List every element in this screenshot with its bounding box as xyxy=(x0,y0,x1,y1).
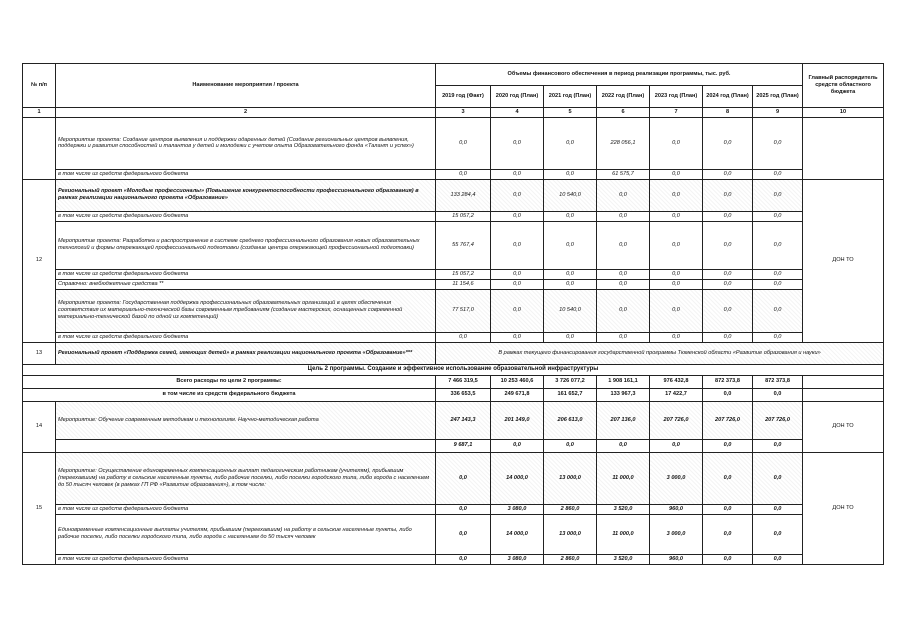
table-row xyxy=(23,179,884,211)
row-distributor: ДОН ТО xyxy=(803,401,884,452)
value-cell: 228 056,1 xyxy=(597,117,650,169)
header-year: 2025 год (План) xyxy=(753,86,803,108)
column-number: 10 xyxy=(803,108,884,118)
value-cell: 0,0 xyxy=(436,117,491,169)
value-cell: 0,0 xyxy=(703,332,753,342)
value-cell: 0,0 xyxy=(753,514,803,554)
row-description: в том числе из средств федерального бюджета xyxy=(56,169,436,179)
row-description: в том числе из средств федерального бюджета xyxy=(56,269,436,279)
total-value: 1 908 161,1 xyxy=(597,375,650,388)
value-cell: 0,0 xyxy=(491,279,544,289)
header-num: № п/п xyxy=(23,64,56,108)
total-value: 0,0 xyxy=(753,388,803,401)
total-empty xyxy=(803,375,884,388)
value-cell: 207 726,0 xyxy=(753,401,803,439)
header-year: 2019 год (Факт) xyxy=(436,86,491,108)
total-value: 161 652,7 xyxy=(544,388,597,401)
value-cell: 0,0 xyxy=(753,289,803,332)
total-value: 872 373,8 xyxy=(703,375,753,388)
total-row xyxy=(23,388,884,401)
table-row xyxy=(23,554,884,564)
value-cell: 0,0 xyxy=(753,211,803,221)
value-cell: 0,0 xyxy=(491,332,544,342)
total-value: 133 967,3 xyxy=(597,388,650,401)
value-cell: 0,0 xyxy=(436,514,491,554)
column-number: 8 xyxy=(703,108,753,118)
value-cell: 15 057,2 xyxy=(436,211,491,221)
value-cell: 3 520,0 xyxy=(597,504,650,514)
value-cell: 11 154,6 xyxy=(436,279,491,289)
value-cell: 13 000,0 xyxy=(544,452,597,504)
column-number: 3 xyxy=(436,108,491,118)
total-row xyxy=(23,375,884,388)
total-value: 7 466 319,5 xyxy=(436,375,491,388)
value-cell: 960,0 xyxy=(650,504,703,514)
row-description: в том числе из средств федерального бюджета xyxy=(56,211,436,221)
total-value: 249 671,8 xyxy=(491,388,544,401)
value-cell: 0,0 xyxy=(703,554,753,564)
value-cell: 0,0 xyxy=(703,452,753,504)
table-row xyxy=(23,289,884,332)
value-cell: 0,0 xyxy=(703,117,753,169)
row-description: Мероприятие: Осуществление единовременных компенсационных выплат педагогическим работникам (учителям), прибывшим (переехавшим) на работу в сельские населенные пункты, либо рабочие поселки, либо поселки городского типа, либо города с населением до 50 тысяч человек (в рамках ГП РФ «Развитие образования»), в том числе: xyxy=(56,452,436,504)
value-cell: 0,0 xyxy=(491,211,544,221)
value-cell: 0,0 xyxy=(703,439,753,452)
value-cell: 0,0 xyxy=(436,169,491,179)
total-label: в том числе из средств федерального бюджета xyxy=(23,388,436,401)
table-row xyxy=(23,211,884,221)
value-cell: 3 080,0 xyxy=(491,554,544,564)
value-cell: 0,0 xyxy=(436,332,491,342)
value-cell: 3 080,0 xyxy=(491,504,544,514)
total-empty xyxy=(803,388,884,401)
value-cell: 207 726,0 xyxy=(703,401,753,439)
row-description: Мероприятие: Обучение современным методикам и технологиям. Научно-методическая работа xyxy=(56,401,436,439)
value-cell: 0,0 xyxy=(436,452,491,504)
financing-table xyxy=(22,63,884,565)
table-row xyxy=(23,439,884,452)
value-cell: 0,0 xyxy=(703,504,753,514)
value-cell: 0,0 xyxy=(650,332,703,342)
total-value: 10 253 460,6 xyxy=(491,375,544,388)
row-description: Справочно: внебюджетные средства ** xyxy=(56,279,436,289)
value-cell: 2 860,0 xyxy=(544,554,597,564)
column-numbers-row xyxy=(23,108,884,118)
value-cell: 0,0 xyxy=(703,514,753,554)
value-cell: 0,0 xyxy=(753,332,803,342)
value-cell: 14 000,0 xyxy=(491,452,544,504)
value-cell: 0,0 xyxy=(650,169,703,179)
value-cell: 0,0 xyxy=(650,289,703,332)
row-description: Региональный проект «Молодые профессионалы» (Повышение конкурентоспособности профессионального образования) в рамках реализации национального проекта «Образование» xyxy=(56,179,436,211)
column-number: 7 xyxy=(650,108,703,118)
total-label: Всего расходы по цели 2 программы: xyxy=(23,375,436,388)
table-row xyxy=(23,514,884,554)
value-cell: 10 540,0 xyxy=(544,179,597,211)
value-cell: 0,0 xyxy=(703,289,753,332)
column-number: 4 xyxy=(491,108,544,118)
value-cell: 0,0 xyxy=(753,452,803,504)
row-description: в том числе из средств федерального бюджета xyxy=(56,332,436,342)
row-description: Региональный проект «Поддержка семей, имеющих детей» в рамках реализации национального проекта «Образование»*** xyxy=(56,342,436,364)
total-value: 336 653,5 xyxy=(436,388,491,401)
header-year: 2020 год (План) xyxy=(491,86,544,108)
value-cell: 0,0 xyxy=(753,221,803,269)
goal-title: Цель 2 программы. Создание и эффективное использование образовательной инфраструктуры xyxy=(23,364,884,375)
header-year: 2021 год (План) xyxy=(544,86,597,108)
row-number: 14 xyxy=(23,401,56,452)
table-row xyxy=(23,117,884,169)
header-row xyxy=(23,64,884,86)
table-body xyxy=(23,64,884,565)
value-cell: 0,0 xyxy=(703,169,753,179)
value-cell: 77 517,0 xyxy=(436,289,491,332)
value-cell: 0,0 xyxy=(753,117,803,169)
value-cell: 0,0 xyxy=(491,117,544,169)
table-row xyxy=(23,504,884,514)
value-cell: 0,0 xyxy=(753,269,803,279)
value-cell: 0,0 xyxy=(753,179,803,211)
row-description: Единовременные компенсационные выплаты учителям, прибывшим (переехавшим) на работу в сельские населенные пункты, либо рабочие поселки, либо поселки городского типа, либо города с населением до 50 тысяч человек xyxy=(56,514,436,554)
value-cell: 0,0 xyxy=(650,269,703,279)
value-cell: 0,0 xyxy=(491,439,544,452)
value-cell: 0,0 xyxy=(650,221,703,269)
value-cell: 0,0 xyxy=(436,504,491,514)
header-year: 2023 год (План) xyxy=(650,86,703,108)
table-row xyxy=(23,169,884,179)
column-number: 9 xyxy=(753,108,803,118)
total-value: 0,0 xyxy=(703,388,753,401)
value-cell: 0,0 xyxy=(597,221,650,269)
value-cell: 0,0 xyxy=(491,169,544,179)
header-funding: Объемы финансового обеспечения в период реализации программы, тыс. руб. xyxy=(436,64,803,86)
value-cell: 0,0 xyxy=(491,221,544,269)
goal-row xyxy=(23,364,884,375)
table-row xyxy=(23,452,884,504)
value-cell: 0,0 xyxy=(597,289,650,332)
value-cell: 0,0 xyxy=(597,179,650,211)
value-cell: 0,0 xyxy=(544,221,597,269)
value-cell: 0,0 xyxy=(597,439,650,452)
value-cell: 14 000,0 xyxy=(491,514,544,554)
value-cell: 0,0 xyxy=(544,117,597,169)
row-description xyxy=(56,439,436,452)
column-number: 5 xyxy=(544,108,597,118)
row-description: Мероприятие проекта: Разработка и распространение в системе среднего профессионального образования новых образовательных технологий и формы опережающей профессиональной подготовки (создание центра опережающей профессиональной подготовки) xyxy=(56,221,436,269)
value-cell: 0,0 xyxy=(650,279,703,289)
value-cell: 0,0 xyxy=(436,554,491,564)
header-distributor: Главный распорядитель средств областного бюджета xyxy=(803,64,884,108)
table-row xyxy=(23,332,884,342)
total-value: 17 422,7 xyxy=(650,388,703,401)
row-description: Мероприятие проекта: Создание центров выявления и поддержки одаренных детей (Создание региональных центров выявления, поддержки и развития способностей и талантов у детей и молодежи с учетом опыта Образовательного фонда «Талант и успех») xyxy=(56,117,436,169)
value-cell: 0,0 xyxy=(544,439,597,452)
total-value: 3 726 077,2 xyxy=(544,375,597,388)
row-distributor: ДОН ТО xyxy=(803,179,884,342)
value-cell: 0,0 xyxy=(753,504,803,514)
value-cell: 0,0 xyxy=(491,179,544,211)
value-cell: 0,0 xyxy=(544,279,597,289)
value-cell: 133 284,4 xyxy=(436,179,491,211)
value-cell: 207 726,0 xyxy=(650,401,703,439)
value-cell: 206 613,0 xyxy=(544,401,597,439)
table-row xyxy=(23,221,884,269)
value-cell: 207 136,0 xyxy=(597,401,650,439)
row-distributor xyxy=(803,117,884,179)
value-cell: 9 687,1 xyxy=(436,439,491,452)
value-cell: 61 575,7 xyxy=(597,169,650,179)
row-number: 13 xyxy=(23,342,56,364)
value-cell: 0,0 xyxy=(650,439,703,452)
value-cell: 0,0 xyxy=(544,332,597,342)
value-cell: 0,0 xyxy=(650,211,703,221)
value-cell: 0,0 xyxy=(597,279,650,289)
value-cell: 0,0 xyxy=(703,211,753,221)
value-cell: 0,0 xyxy=(544,169,597,179)
value-cell: 11 000,0 xyxy=(597,452,650,504)
value-cell: 247 143,3 xyxy=(436,401,491,439)
value-cell: 2 860,0 xyxy=(544,504,597,514)
header-year: 2024 год (План) xyxy=(703,86,753,108)
value-cell: 11 000,0 xyxy=(597,514,650,554)
table-row xyxy=(23,342,884,364)
value-cell: 3 000,0 xyxy=(650,452,703,504)
value-cell: 0,0 xyxy=(753,554,803,564)
value-cell: 10 540,0 xyxy=(544,289,597,332)
row-description: в том числе из средств федерального бюджета xyxy=(56,554,436,564)
value-cell: 0,0 xyxy=(703,179,753,211)
value-cell: 0,0 xyxy=(544,269,597,279)
column-number: 1 xyxy=(23,108,56,118)
value-cell: 0,0 xyxy=(597,269,650,279)
total-value: 976 432,8 xyxy=(650,375,703,388)
value-cell: 0,0 xyxy=(491,289,544,332)
value-cell: 0,0 xyxy=(597,332,650,342)
value-cell: 960,0 xyxy=(650,554,703,564)
value-cell: 0,0 xyxy=(703,279,753,289)
value-cell: 0,0 xyxy=(753,439,803,452)
value-cell: 0,0 xyxy=(703,221,753,269)
value-cell: 201 149,0 xyxy=(491,401,544,439)
column-number: 2 xyxy=(56,108,436,118)
value-cell: 15 057,2 xyxy=(436,269,491,279)
table-row xyxy=(23,269,884,279)
column-number: 6 xyxy=(597,108,650,118)
value-cell: 0,0 xyxy=(650,179,703,211)
value-cell: 0,0 xyxy=(753,169,803,179)
row-number: 15 xyxy=(23,452,56,564)
value-cell: 3 000,0 xyxy=(650,514,703,554)
value-cell: 55 767,4 xyxy=(436,221,491,269)
row-description: Мероприятие проекта: Государственная поддержка профессиональных образовательных организаций в целях обеспечения соответствия их материально-технической базы современным требованиям (создание мастерских, оснащенных современной материально-технической базой по одной из компетенций) xyxy=(56,289,436,332)
value-cell: 13 000,0 xyxy=(544,514,597,554)
row-distributor: ДОН ТО xyxy=(803,452,884,564)
value-cell: 3 520,0 xyxy=(597,554,650,564)
total-value: 872 373,8 xyxy=(753,375,803,388)
value-cell: 0,0 xyxy=(544,211,597,221)
table-row xyxy=(23,401,884,439)
row-number xyxy=(23,117,56,179)
value-cell: 0,0 xyxy=(703,269,753,279)
table-row xyxy=(23,279,884,289)
header-name: Наименование мероприятия / проекта xyxy=(56,64,436,108)
row-description: в том числе из средств федерального бюджета xyxy=(56,504,436,514)
value-cell: 0,0 xyxy=(597,211,650,221)
value-cell: 0,0 xyxy=(491,269,544,279)
row-number: 12 xyxy=(23,179,56,342)
value-cell: 0,0 xyxy=(650,117,703,169)
value-cell: 0,0 xyxy=(753,279,803,289)
header-year: 2022 год (План) xyxy=(597,86,650,108)
row-note: В рамках текущего финансирования государственной программы Тюменской области «Развитие образования и науки» xyxy=(436,342,884,364)
